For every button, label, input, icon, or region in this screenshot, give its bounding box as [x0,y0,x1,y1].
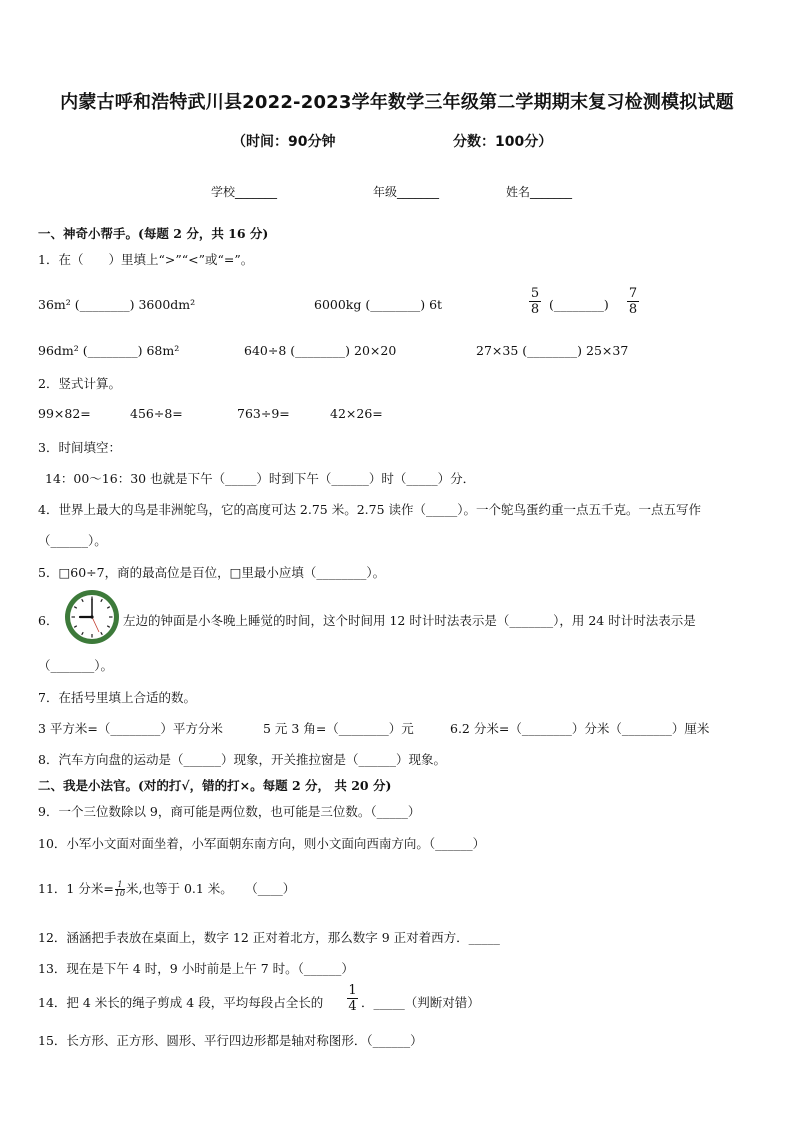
grade-field[interactable]: 年级_______ [373,185,440,199]
q1-item-b: 6000kg (________) 6t [314,297,443,312]
q11-prefix: 11．1 分米= [38,881,114,896]
q3-line: 14：00～16：30 也就是下午（_____）时到下午（______）时（_____）分． [45,471,476,486]
q6-line-2: （_______）。 [38,658,114,673]
q5-line: 5．□60÷7，商的最高位是百位，□里最小应填（________）。 [38,565,386,580]
name-field[interactable]: 姓名_______ [506,185,573,199]
q6-number: 6． [38,613,59,628]
q1-fraction-right: 7 8 [628,286,638,317]
q7-stem: 7．在括号里填上合适的数。 [38,690,196,705]
section-1-heading: 一、神奇小帮手。(每题 2 分，共 16 分) [38,226,269,241]
q10-line: 10．小军小文面对面坐着，小军面朝东南方向，则小文面向西南方向。（______） [38,836,486,851]
q14-prefix: 14．把 4 米长的绳子剪成 4 段，平均每段占全长的 [38,995,324,1010]
q3-stem: 3．时间填空： [38,440,121,455]
q4-line-2: （______）。 [38,533,107,548]
page-title: 内蒙古呼和浩特武川县2022-2023学年数学三年级第二学期期末复习检测模拟试题 [60,92,734,113]
q1-item-a: 36m² (________) 3600dm² [38,297,196,312]
q12-line: 12．涵涵把手表放在桌面上，数字 12 正对着北方，那么数字 9 正对着西方．_____ [38,930,500,945]
q1-item-e: 640÷8 (________) 20×20 [244,343,397,358]
q7-item-b: 5 元 3 角=（________）元 [263,721,414,736]
q1-stem: 1．在（ ）里填上“>”“<”或“=”。 [38,252,254,267]
q2-item: 42×26= [330,406,383,421]
q11-suffix: 米,也等于 0.1 米。 （____） [126,881,296,896]
q2-item: 763÷9= [237,406,290,421]
school-field[interactable]: 学校_______ [211,185,278,199]
q4-line-1: 4．世界上最大的鸟是非洲鸵鸟，它的高度可达 2.75 米。2.75 读作（_____）。一个鸵鸟蛋约重一点五千克。一点五写作 [38,502,702,517]
section-2-heading: 二、我是小法官。(对的打√，错的打×。每题 2 分， 共 20 分) [38,778,392,793]
exam-time: （时间：90分钟 [232,134,336,150]
q11-fraction: $\frac{1}{10}$ [114,880,125,898]
q11-line [38,879,295,898]
clock-face-icon [63,588,121,646]
q2-item: 456÷8= [130,406,183,421]
q1-item-f: 27×35 (________) 25×37 [476,343,629,358]
q14-fraction: 1 4 [348,983,357,1014]
q6-line-1: 左边的钟面是小冬晚上睡觉的时间，这个时间用 12 时计时法表示是（_______），用 24 时计时法表示是 [123,613,696,628]
q2-item: 99×82= [38,406,91,421]
q1-item-d: 96dm² (________) 68m² [38,343,180,358]
q9-line: 9．一个三位数除以 9，商可能是两位数，也可能是三位数。（_____） [38,804,421,819]
q14-suffix: ．_____（判断对错） [361,995,480,1010]
q13-line: 13．现在是下午 4 时，9 小时前是上午 7 时。（______） [38,961,354,976]
q2-stem: 2．竖式计算。 [38,376,121,391]
q7-item-c: 6.2 分米=（________）分米（________）厘米 [450,721,710,736]
q8-line: 8．汽车方向盘的运动是（______）现象，开关推拉窗是（______）现象。 [38,752,446,767]
q1-item-c-blank[interactable]: (________) [549,297,609,312]
q7-item-a: 3 平方米=（________）平方分米 [38,721,223,736]
q15-line: 15．长方形、正方形、圆形、平行四边形都是轴对称图形．（______） [38,1033,423,1048]
exam-score: 分数：100分） [453,134,553,150]
q1-fraction-left: 5 8 [530,286,540,317]
